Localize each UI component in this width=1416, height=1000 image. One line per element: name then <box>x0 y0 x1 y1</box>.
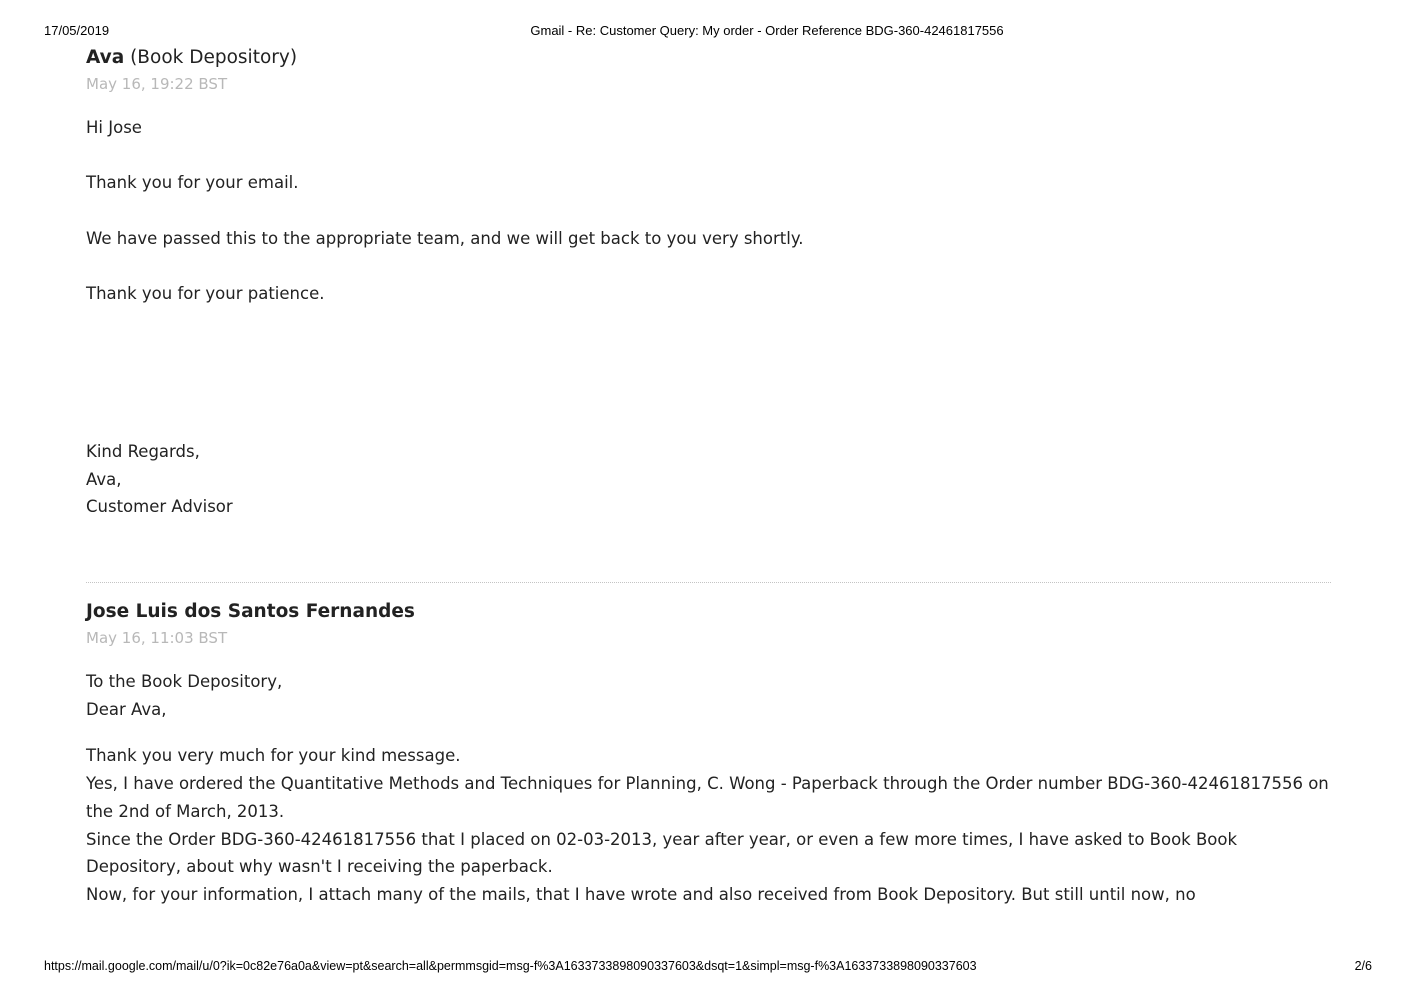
print-footer-page: 2/6 <box>1354 959 1372 973</box>
signature-title: Customer Advisor <box>86 497 233 517</box>
salutation: To the Book Depository, <box>86 672 283 691</box>
body-paragraph: Since the Order BDG-360-42461817556 that I placed on 02-03-2013, year after year, or even a few more times, I have asked to Book Book Depository, about why wasn't I receiving the paperback. <box>86 829 1238 877</box>
body-paragraph: We have passed this to the appropriate team, and we will get back to you very shortly. <box>86 228 804 248</box>
body-paragraph: Thank you very much for your kind message. <box>86 746 461 766</box>
sender-name: Ava <box>86 47 125 68</box>
print-header-title: Gmail - Re: Customer Query: My order - Order Reference BDG-360-42461817556 <box>530 23 1004 38</box>
sender-line <box>86 600 1331 624</box>
message-body <box>86 668 1331 909</box>
body-paragraph: Yes, I have ordered the Quantitative Methods and Techniques for Planning, C. Wong - Paperback through the Order number BDG-360-42461817556 on the 2nd of March, 2013. <box>86 774 1329 821</box>
sender-org: (Book Depository) <box>130 47 298 68</box>
message-jose <box>86 600 1331 909</box>
body-paragraph: Thank you for your email. <box>86 173 299 193</box>
salutation: Dear Ava, <box>86 699 167 719</box>
body-paragraph: Now, for your information, I attach many of the mails, that I have wrote and also received from Book Depository. But still until now, no <box>86 884 1196 904</box>
print-header-date: 17/05/2019 <box>44 23 110 38</box>
message-timestamp: May 16, 11:03 BST <box>86 629 228 647</box>
print-footer-url: https://mail.google.com/mail/u/0?ik=0c82e76a0a&view=pt&search=all&permmsgid=msg-f%3A1633733898090337603&dsqt=1&simpl=msg-f%3A1633733898090337603 <box>44 959 977 973</box>
message-body <box>86 114 1331 521</box>
sender-name: Jose Luis dos Santos Fernandes <box>86 601 415 622</box>
body-paragraph: Thank you for your patience. <box>86 284 325 304</box>
message-divider <box>86 582 1331 583</box>
greeting: Hi Jose <box>86 118 142 137</box>
sender-line <box>86 46 1331 70</box>
message-timestamp: May 16, 19:22 BST <box>86 75 228 93</box>
sign-off: Kind Regards, <box>86 441 200 461</box>
signature-name: Ava, <box>86 469 122 489</box>
message-ava <box>86 46 1331 521</box>
